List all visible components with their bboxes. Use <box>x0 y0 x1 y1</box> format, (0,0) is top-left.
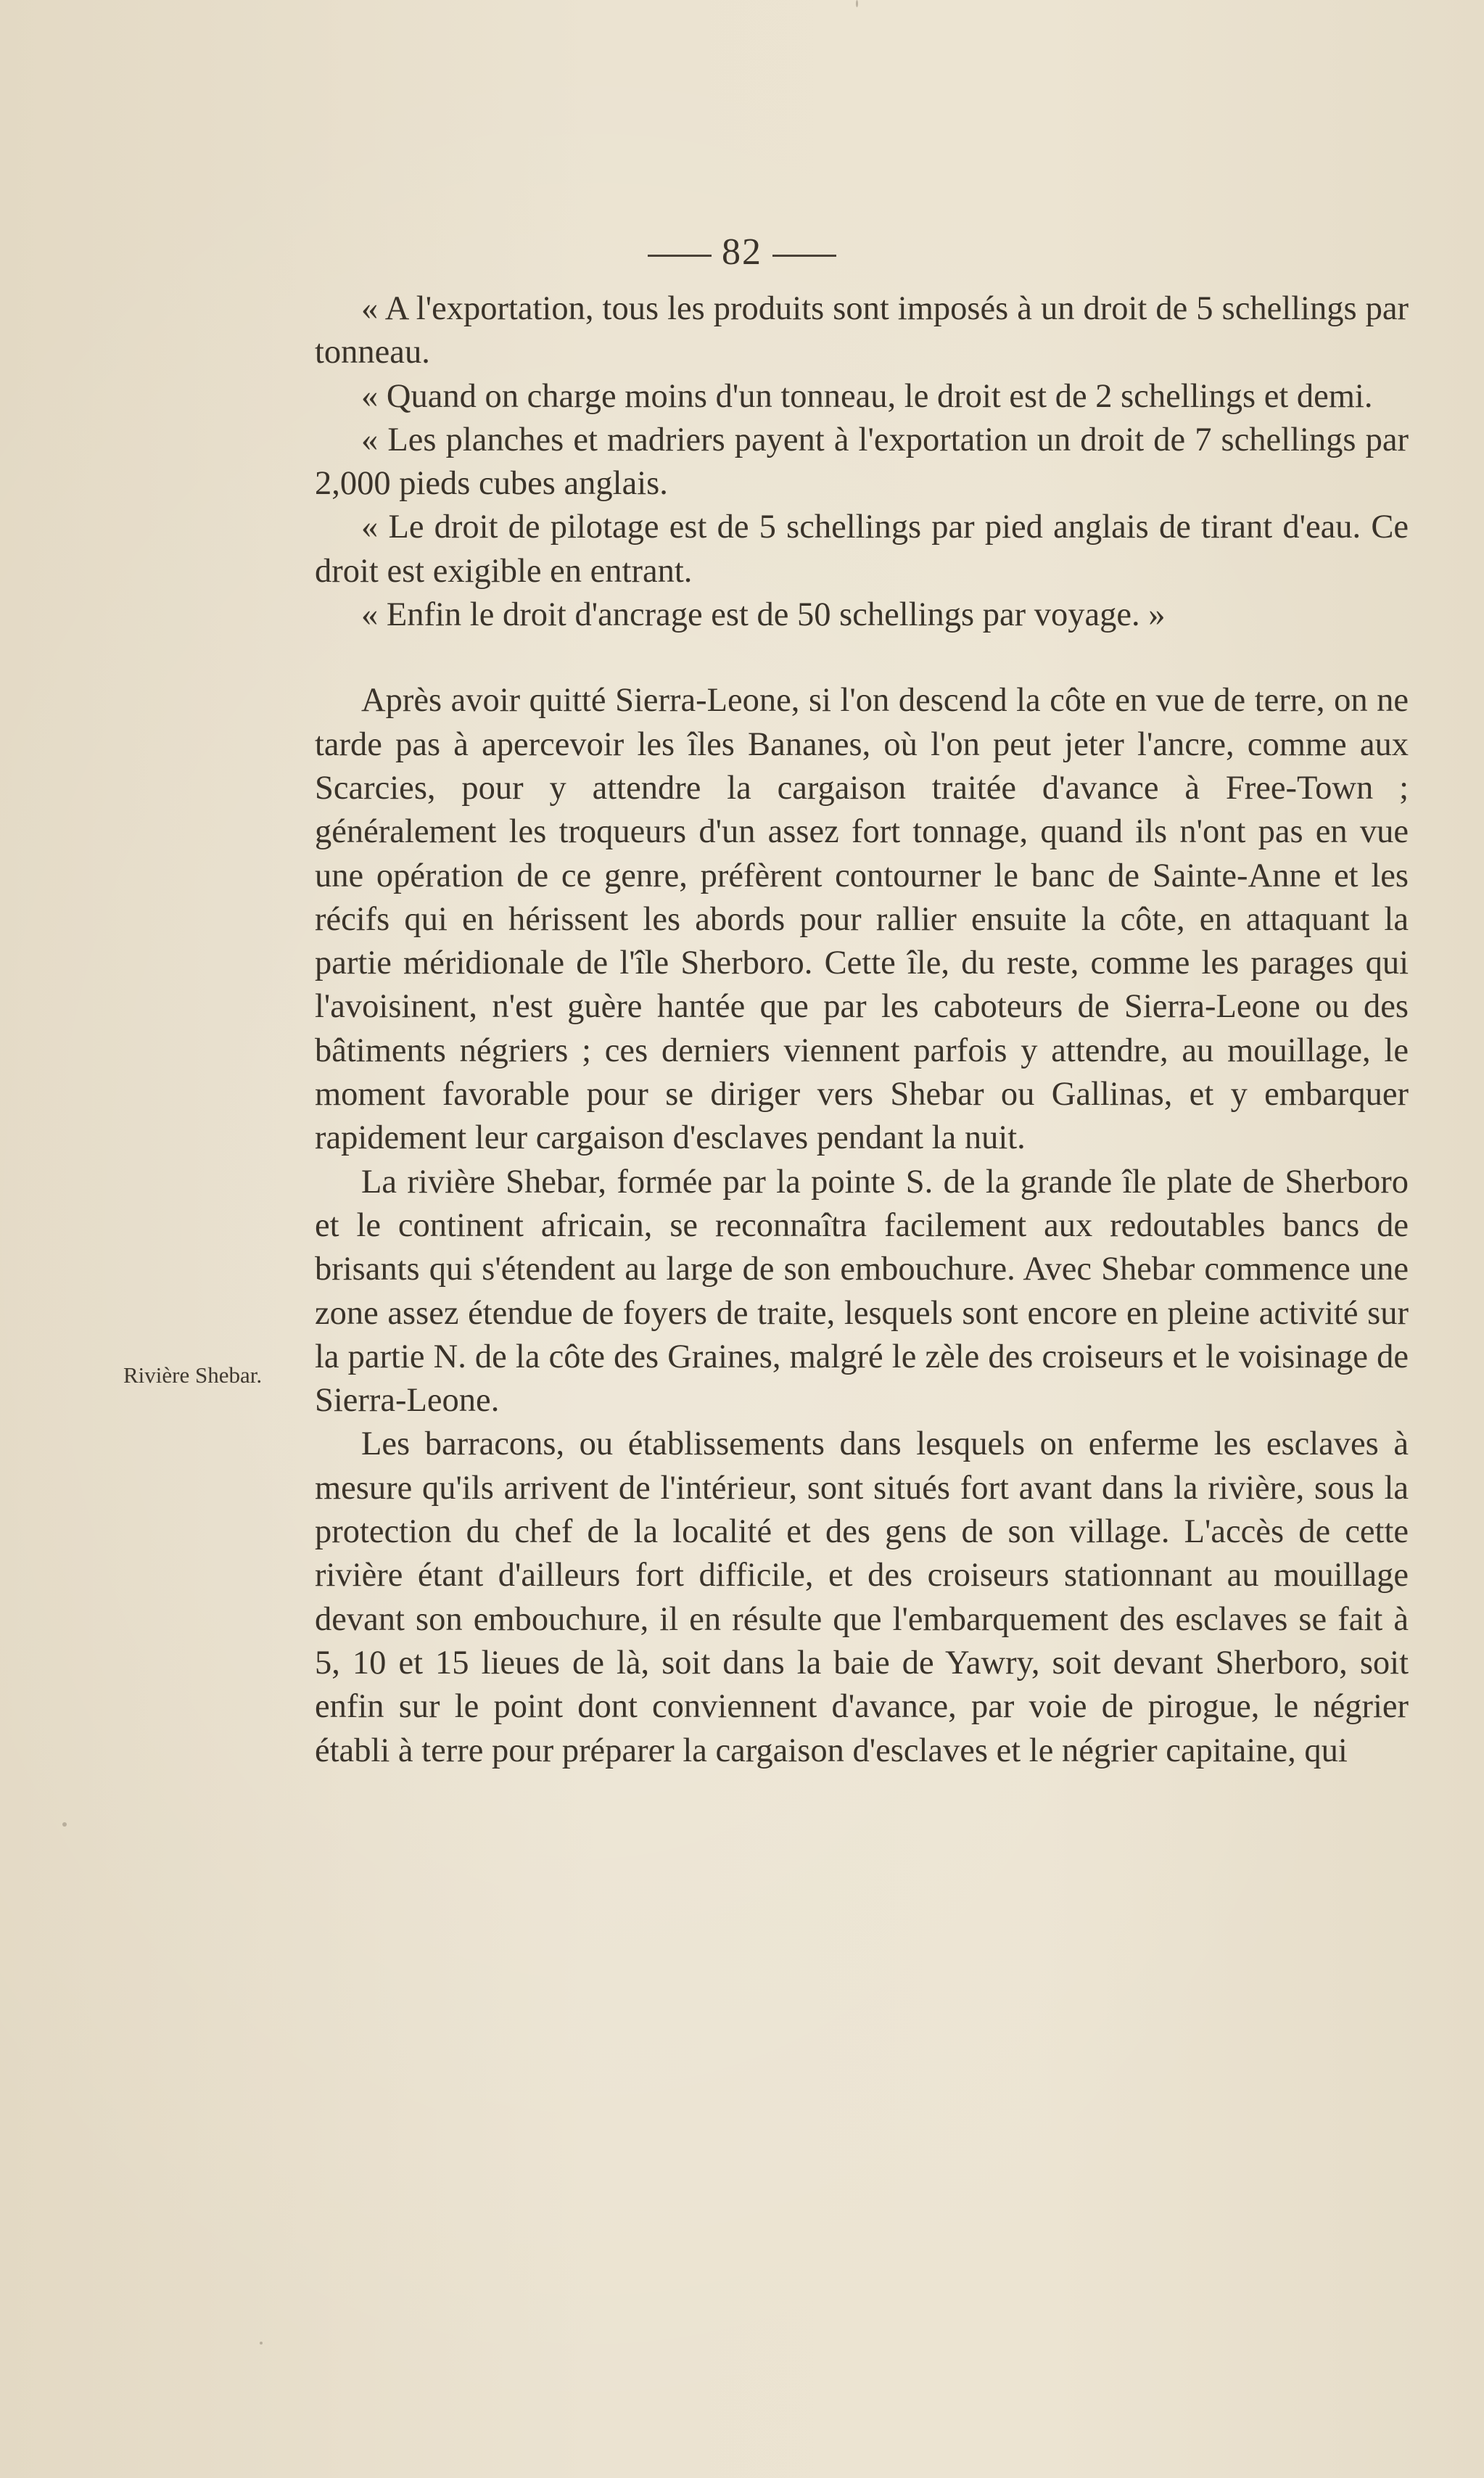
margin-note: Rivière Shebar. <box>123 1362 263 1388</box>
page-number <box>0 231 1484 273</box>
paper-speck <box>260 2342 263 2345</box>
quote-paragraph: « Quand on charge moins d'un tonneau, le droit est de 2 schellings et demi. <box>361 377 1373 415</box>
body-paragraph: La rivière Shebar, formée par la pointe S. de la grande île plate de Sherboro et le continent africain, se reconnaîtra facilement aux redoutables bancs de brisants qui s'étendent au large de son embouchure. Avec Shebar commence une zone assez étendue de foyers de traite, lesquels sont encore en pleine activité sur la partie N. de la côte des Graines, malgré le zèle des croiseurs et le voisinage de Sierra-Leone. <box>315 1163 1409 1420</box>
paper-speck <box>62 1822 67 1827</box>
page-number-dash-right <box>772 255 836 257</box>
paper-speck <box>856 0 858 7</box>
section-gap <box>315 637 1409 679</box>
quote-paragraph: « Le droit de pilotage est de 5 schellings par pied anglais de tirant d'eau. Ce droit est exigible en entrant. <box>315 509 1409 590</box>
page-number-dash-left <box>648 255 712 257</box>
page-number-text: 82 <box>722 231 762 273</box>
body-paragraph: Après avoir quitté Sierra-Leone, si l'on descend la côte en vue de terre, on ne tarde pas à apercevoir les îles Bananes, où l'on peut jeter l'ancre, comme aux Scarcies, pour y attendre la cargaison traitée d'avance à Free-Town ; généralement les troqueurs d'un assez fort tonnage, quand ils n'ont pas en vue une opération de ce genre, préfèrent contourner le banc de Sainte-Anne et les récifs qui en hérissent les abords pour rallier ensuite la côte, en attaquant la partie méridionale de l'île Sherboro. Cette île, du reste, comme les parages qui l'avoisinent, n'est guère hantée que par les caboteurs de Sierra-Leone ou des bâtiments négriers ; ces derniers viennent parfois y attendre, au mouillage, le moment favorable pour se diriger vers Shebar ou Gallinas, et y embarquer rapidement leur cargaison d'esclaves pendant la nuit. <box>315 682 1409 1157</box>
body-paragraph: Les barracons, ou établissements dans lesquels on enferme les esclaves à mesure qu'ils arrivent de l'intérieur, sont situés fort avant dans la rivière, sous la protection du chef de la localité et des gens de son village. L'accès de cette rivière étant d'ailleurs fort difficile, et des croiseurs stationnant au mouillage devant son embouchure, il en résulte que l'embarquement des esclaves se fait à 5, 10 et 15 lieues de là, soit dans la baie de Yawry, soit devant Sherboro, soit enfin sur le point dont conviennent d'avance, par voie de pirogue, le négrier établi à terre pour préparer la cargaison d'esclaves et le négrier capitaine, qui <box>315 1425 1409 1769</box>
quote-paragraph: « A l'exportation, tous les produits sont imposés à un droit de 5 schellings par tonneau. <box>315 290 1409 371</box>
body-text <box>315 287 1409 1773</box>
quote-paragraph: « Les planches et madriers payent à l'exportation un droit de 7 schellings par 2,000 pieds cubes anglais. <box>315 421 1409 503</box>
quote-paragraph: « Enfin le droit d'ancrage est de 50 schellings par voyage. » <box>361 596 1166 634</box>
